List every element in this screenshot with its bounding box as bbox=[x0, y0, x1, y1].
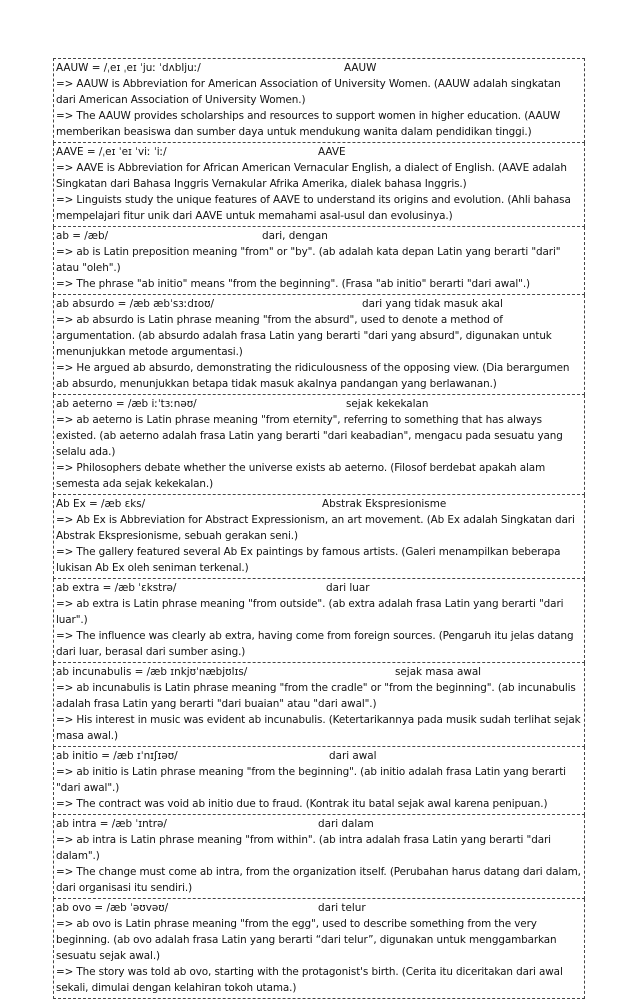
entry-definition: => ab aeterno is Latin phrase meaning "from eternity", referring to something that has always existed. (ab aeterno adalah frasa Latin yang berarti "dari keabadian", mengacu pada sesuatu yang selalu ada.) bbox=[56, 414, 563, 458]
entry-head bbox=[56, 60, 582, 76]
entry-definition: => ab extra is Latin phrase meaning "from outside". (ab extra adalah frasa Latin yang berarti "dari luar".) bbox=[56, 598, 564, 626]
entry-translation: dari, dengan bbox=[262, 230, 328, 242]
entry-ab-absurdo bbox=[53, 295, 585, 395]
entry-ab-ex bbox=[53, 495, 585, 579]
entry-term: ab absurdo = /æb æbˈsɜːdɪoʊ/ bbox=[56, 298, 215, 310]
entry-translation: dari awal bbox=[329, 750, 377, 762]
entry-definition: => ab is Latin preposition meaning "from" or "by". (ab adalah kata depan Latin yang berarti "dari" atau "oleh".) bbox=[56, 246, 561, 274]
entry-term: ab ovo = /æb ˈəʊvəʊ/ bbox=[56, 902, 169, 914]
entry-definition: => ab incunabulis is Latin phrase meaning "from the cradle" or "from the beginning". (ab incunabulis adalah frasa Latin yang berarti "dari buaian" atau "dari awal".) bbox=[56, 682, 576, 710]
entry-head bbox=[56, 664, 582, 680]
entry-example: => The influence was clearly ab extra, having come from foreign sources. (Pengaruh itu jelas datang dari luar, berasal dari sumber asing.) bbox=[56, 630, 574, 658]
entry-translation: dari dalam bbox=[318, 818, 374, 830]
entry-example: => The gallery featured several Ab Ex paintings by famous artists. (Galeri menampilkan beberapa lukisan Ab Ex oleh seniman terkenal.) bbox=[56, 546, 561, 574]
dictionary-page bbox=[53, 58, 585, 999]
entry-definition: => Ab Ex is Abbreviation for Abstract Expressionism, an art movement. (Ab Ex adalah Singkatan dari Abstrak Ekspresionisme, sebuah gerakan seni.) bbox=[56, 514, 575, 542]
entry-definition: => ab initio is Latin phrase meaning "from the beginning". (ab initio adalah frasa Latin yang berarti "dari awal".) bbox=[56, 766, 566, 794]
entry-definition: => ab ovo is Latin phrase meaning "from the egg", used to describe something from the very beginning. (ab ovo adalah frasa Latin yang berarti “dari telur”, digunakan untuk menggambarkan sesuatu sejak awal.) bbox=[56, 918, 557, 962]
entry-head bbox=[56, 496, 582, 512]
entry-translation: dari telur bbox=[318, 902, 366, 914]
entry-translation: Abstrak Ekspresionisme bbox=[322, 498, 447, 510]
entry-example: => The phrase "ab initio" means "from the beginning". (Frasa "ab initio" berarti "dari awal".) bbox=[56, 278, 530, 290]
entry-aauw bbox=[53, 58, 585, 143]
entry-term: AAUW = /ˌeɪ ˌeɪ ˈjuː ˈdʌbljuː/ bbox=[56, 62, 201, 74]
entry-definition: => AAVE is Abbreviation for African American Vernacular English, a dialect of English. (AAVE adalah Singkatan dari Bahasa Inggris Vernakular Afrika Amerika, dialek bahasa Inggris.) bbox=[56, 162, 567, 190]
entry-term: ab incunabulis = /æb ɪnkjʊˈnæbjʊlɪs/ bbox=[56, 666, 248, 678]
entry-translation: AAUW bbox=[344, 62, 377, 74]
entry-head bbox=[56, 816, 582, 832]
entry-example: => He argued ab absurdo, demonstrating the ridiculousness of the opposing view. (Dia berargumen ab absurdo, menunjukkan betapa tidak masuk akalnya pandangan yang berlawanan.) bbox=[56, 362, 570, 390]
entry-head bbox=[56, 296, 582, 312]
entry-head bbox=[56, 228, 582, 244]
entry-definition: => ab intra is Latin phrase meaning "from within". (ab intra adalah frasa Latin yang berarti "dari dalam".) bbox=[56, 834, 551, 862]
entry-example: => His interest in music was evident ab incunabulis. (Ketertarikannya pada musik sudah terlihat sejak masa awal.) bbox=[56, 714, 581, 742]
entry-ab-initio bbox=[53, 747, 585, 815]
entry-example: => The story was told ab ovo, starting with the protagonist's birth. (Cerita itu diceritakan dari awal sekali, dimulai dengan kelahiran tokoh utama.) bbox=[56, 966, 563, 994]
entry-translation: AAVE bbox=[318, 146, 346, 158]
entry-example: => The AAUW provides scholarships and resources to support women in higher education. (AAUW memberikan beasiswa dan sumber daya untuk mendukung wanita dalam pendidikan tinggi.) bbox=[56, 110, 561, 138]
entry-head bbox=[56, 748, 582, 764]
entry-ab-intra bbox=[53, 815, 585, 899]
entry-example: => The change must come ab intra, from the organization itself. (Perubahan harus datang dari dalam, dari organisasi itu sendiri.) bbox=[56, 866, 581, 894]
entry-ab-extra bbox=[53, 579, 585, 663]
entry-ab-ovo bbox=[53, 899, 585, 999]
entry-term: ab aeterno = /æb iːˈtɜːnəʊ/ bbox=[56, 398, 197, 410]
entry-term: ab initio = /æb ɪˈnɪʃɪəʊ/ bbox=[56, 750, 178, 762]
entry-ab bbox=[53, 227, 585, 295]
entry-term: Ab Ex = /æb ɛks/ bbox=[56, 498, 146, 510]
entry-translation: sejak kekekalan bbox=[346, 398, 429, 410]
entry-example: => Linguists study the unique features of AAVE to understand its origins and evolution. (Ahli bahasa mempelajari fitur unik dari AAVE untuk memahami asal-usul dan evolusinya.) bbox=[56, 194, 571, 222]
entry-term: ab extra = /æb ˈɛkstrə/ bbox=[56, 582, 177, 594]
entry-example: => Philosophers debate whether the universe exists ab aeterno. (Filosof berdebat apakah alam semesta ada sejak kekekalan.) bbox=[56, 462, 546, 490]
entry-ab-incunabulis bbox=[53, 663, 585, 747]
entry-aave bbox=[53, 143, 585, 227]
entry-translation: dari luar bbox=[326, 582, 370, 594]
entry-example: => The contract was void ab initio due to fraud. (Kontrak itu batal sejak awal karena penipuan.) bbox=[56, 798, 548, 810]
entry-head bbox=[56, 580, 582, 596]
entry-head bbox=[56, 144, 582, 160]
entry-ab-aeterno bbox=[53, 395, 585, 495]
entry-head bbox=[56, 396, 582, 412]
entry-definition: => ab absurdo is Latin phrase meaning "from the absurd", used to denote a method of argumentation. (ab absurdo adalah frasa Latin yang berarti "dari yang absurd", digunakan untuk menunjukkan metode argumentasi.) bbox=[56, 314, 552, 358]
entry-definition: => AAUW is Abbreviation for American Association of University Women. (AAUW adalah singkatan dari American Association of University Women.) bbox=[56, 78, 561, 106]
entry-term: ab intra = /æb ˈɪntrə/ bbox=[56, 818, 167, 830]
entry-term: ab = /æb/ bbox=[56, 230, 109, 242]
entry-term: AAVE = /ˌeɪ ˈeɪ ˈviː ˈiː/ bbox=[56, 146, 167, 158]
entry-translation: sejak masa awal bbox=[395, 666, 482, 678]
entry-translation: dari yang tidak masuk akal bbox=[362, 298, 503, 310]
entry-head bbox=[56, 900, 582, 916]
